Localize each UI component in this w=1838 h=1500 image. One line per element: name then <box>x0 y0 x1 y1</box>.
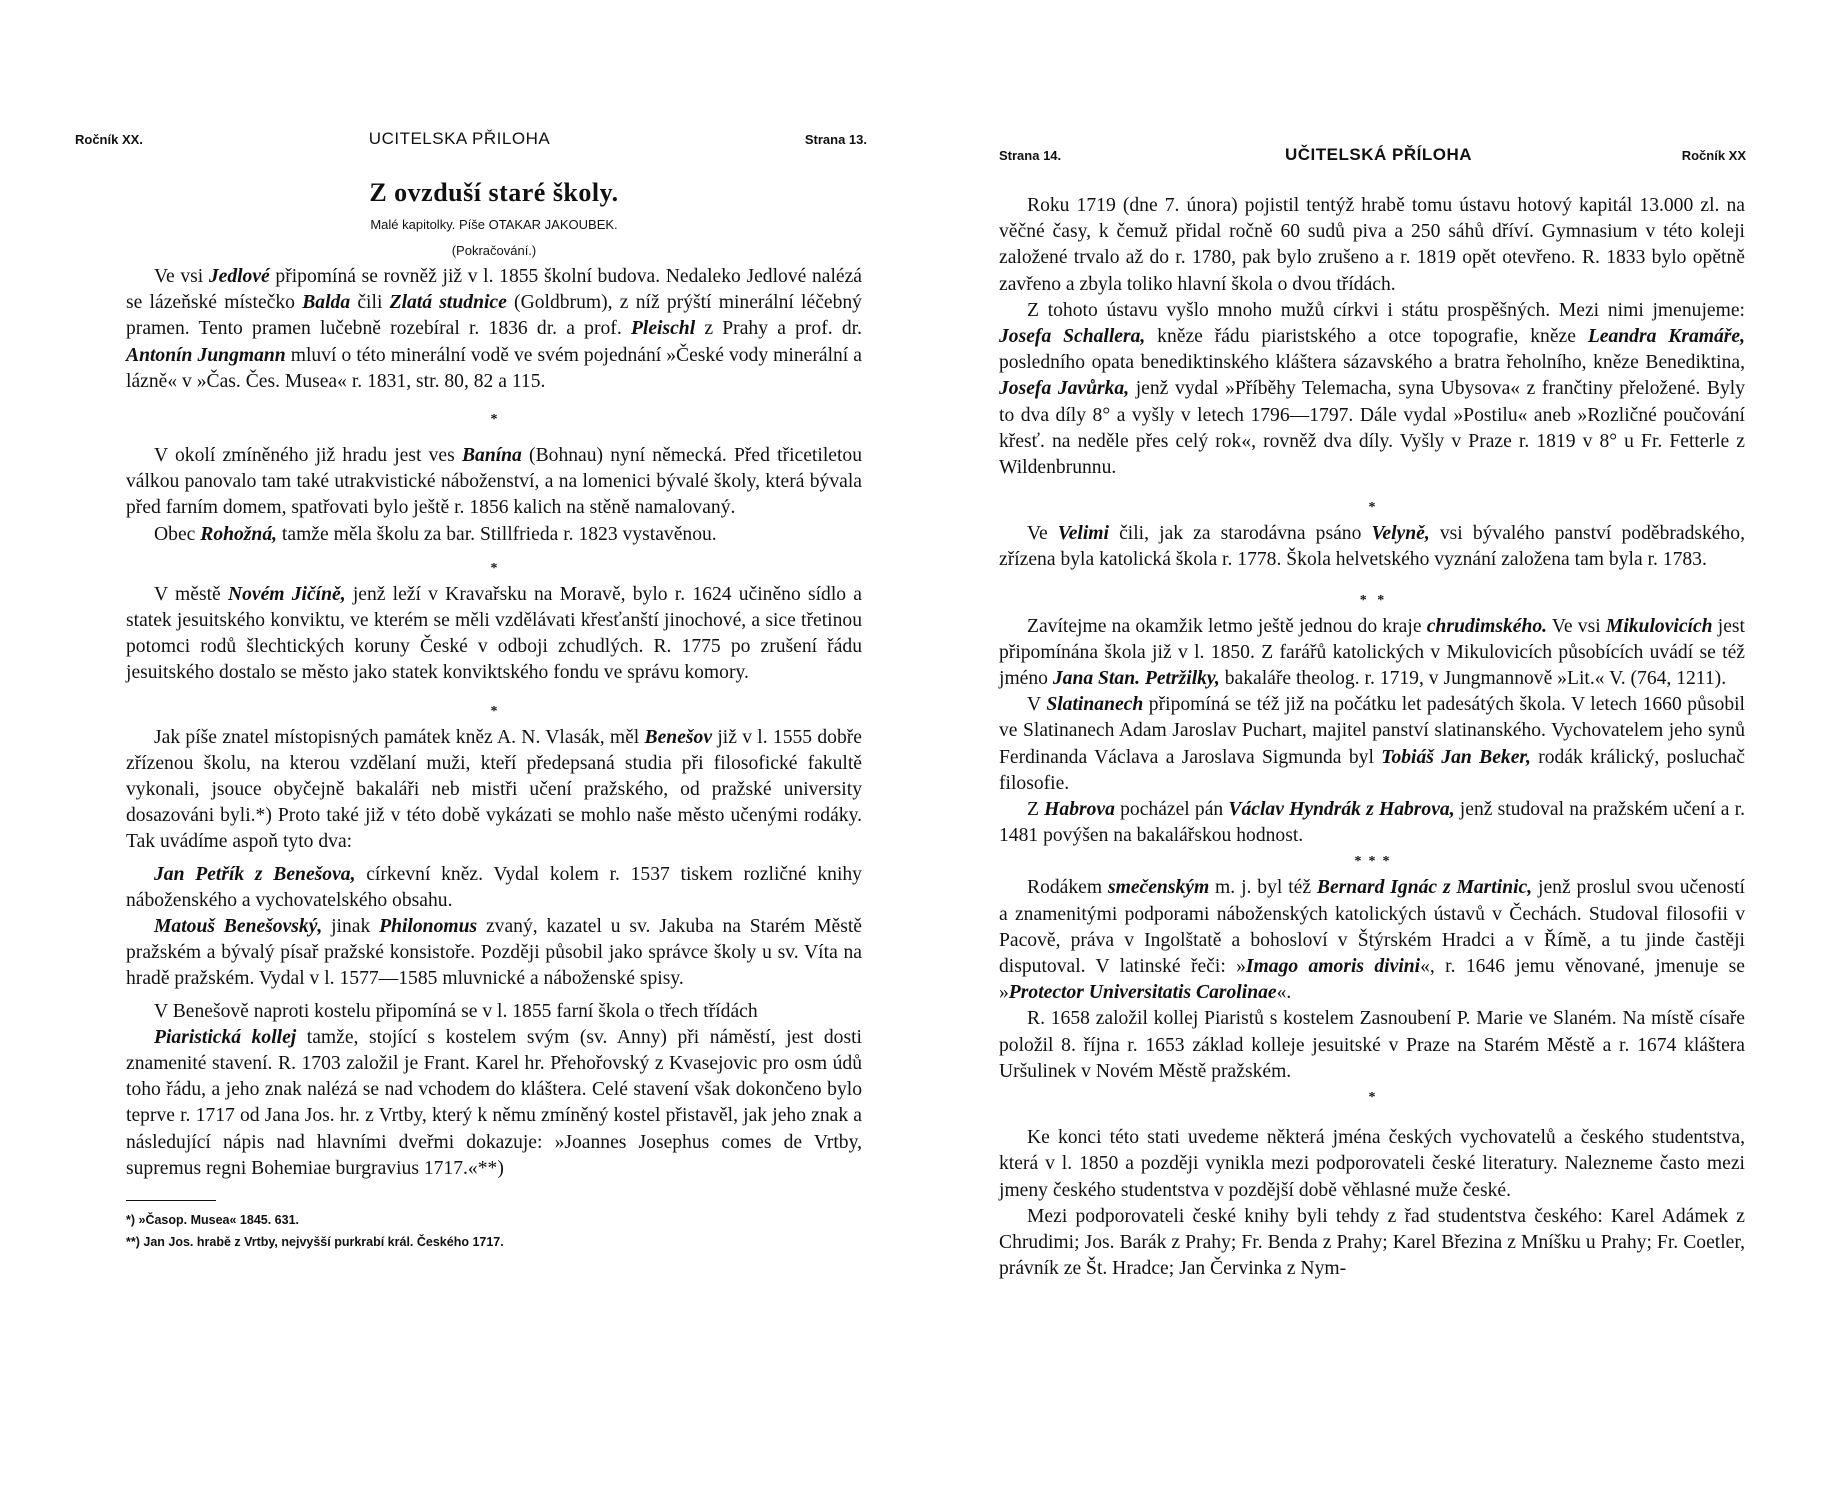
article-subtitle: Malé kapitolky. Píše OTAKAR JAKOUBEK. <box>370 217 618 232</box>
running-title: UČITELSKÁ PŘÍLOHA <box>1285 145 1472 164</box>
paragraph: Rodákem smečenským m. j. byl též Bernard Ignác z Martinic, jenž proslul svou učeností a znamenitými podporami náboženských katolických ústavů v Čechách. Studoval filosofii v Pacově, práva v Ingolštatě a bohosloví v Štýrském Hradci a v Římě, a tu jinde častěji disputoval. V latinské řeči: »Imago amoris divini«, r. 1646 jemu věnované, jmenuje se »Protector Universitatis Carolinae«. <box>999 877 1745 1004</box>
paragraph: Ve Velimi čili, jak za starodávna psáno Velyně, vsi bývalého panství poděbradského, zřízena byla katolická škola r. 1778. Škola helvetského vyznání založena tam byla r. 1783. <box>999 523 1745 571</box>
paragraph: Mezi podporovateli české knihy byli tehdy z řad studentstva českého: Karel Adámek z Chrudimi; Jos. Barák z Prahy; Fr. Benda z Prahy; Karel Březina z Mníšku u Prahy; Fr. Coetler, právník ze Št. Hradce; Jan Červinka z Nym- <box>999 1205 1745 1280</box>
paragraph: Jak píše znatel místopisných památek kněz A. N. Vlasák, měl Benešov již v l. 1555 dobře zřízenou školu, na kterou vzdělaní muži, kteří předepsaná studia při filosofické fakultě vykonali, jsouce obyčejně bakaláři neb mistři učení pražského, od pražské university dosazováni byli.*) Proto také již v této době vykázati se mohlo naše město učenými rodáky. Tak uvádíme aspoň tyto dva: <box>126 726 862 853</box>
section-separator: * <box>1368 1090 1376 1106</box>
paragraph: Jan Petřík z Benešova, církevní kněz. Vydal kolem r. 1537 tiskem rozličné knihy náboženského a vychovatelského obsahu. <box>126 863 862 911</box>
running-title: UCITELSKA PŘILOHA <box>368 129 551 148</box>
paragraph: R. 1658 založil kollej Piaristů s kostelem Zasnoubení P. Marie ve Slaném. Na místě císaře položil 8. října r. 1653 základ kolleje jesuitské v Praze na Starém Městě a r. 1674 kláštera Uršulinek v Novém Městě pražském. <box>999 1008 1745 1082</box>
right-page <box>919 0 1838 1500</box>
left-page-body <box>126 176 862 1253</box>
footnote-2: **) Jan Jos. hrabě z Vrtby, nejvyšší purkrabí král. Českého 1717. <box>126 1235 504 1250</box>
continuation-note: (Pokračování.) <box>451 243 537 258</box>
page-number: Strana 13. <box>804 132 867 147</box>
section-separator: * <box>490 703 498 719</box>
footnote-rule <box>126 1200 216 1201</box>
volume-label: Ročník XX <box>1681 148 1746 163</box>
page-number: Strana 14. <box>999 148 1062 163</box>
paragraph: V Slatinanech připomíná se též již na počátku let padesátých škola. V letech 1660 působil ve Slatinanech Adam Jaroslav Puchart, majitel panství slatinanského. Vychovatelem jeho synů Ferdinanda Václava a Jaroslava Sigmunda byl Tobiáš Jan Beker, rodák králický, posluchač filosofie. <box>999 694 1746 794</box>
volume-label: Ročník XX. <box>75 132 143 147</box>
paragraph: Ke konci této stati uvedeme některá jména českých vychovatelů a českého studentstva, která v l. 1850 a později vynikla mezi podporovateli české literatury. Nalezneme často mezi jmeny českého studentstva v pozdější době věhlasné muže české. <box>999 1127 1745 1201</box>
paragraph: V okolí zmíněného již hradu jest ves Banína (Bohnau) nyní německá. Před třicetiletou válkou panovalo tam také utrakvistické náboženství, a na lomenici bývalé školy, která bývala před farním domem, spatřovati bylo ještě r. 1856 kalich na stěně namalovaný. <box>126 445 862 519</box>
section-separator: * <box>490 560 498 576</box>
paragraph: Obec Rohožná, tamže měla školu za bar. Stillfrieda r. 1823 vystavěnou. <box>154 523 717 545</box>
paragraph: Z Habrova pocházel pán Václav Hyndrák z Habrova, jenž studoval na pražském učení a r. 1481 povýšen na bakalářskou hodnost. <box>999 799 1746 847</box>
paragraph: Piaristická kollej tamže, stojící s kostelem svým (sv. Anny) při náměstí, jest dosti znamenité stavení. R. 1703 založil je Frant. Karel hr. Přehořovský z Kvasejovic pro osm údů toho řádu, a jeho znak nalézá se nad vchodem do kláštera. Celé stavení však dokončeno bylo teprve r. 1717 od Jana Jos. hr. z Vrtby, který k němu zmíněný kostel přistavěl, jak jeho znak a následující nápis nad hlavními dveřmi dokazuje: »Joannes Josephus comes de Vrtby, supremus regni Bohemiae burgravius 1717.«**) <box>126 1026 862 1179</box>
paragraph: Roku 1719 (dne 7. února) pojistil tentýž hrabě tomu ústavu hotový kapitál 13.000 zl. na věčné časy, k čemuž přidal ročně 60 sudů piva a 250 sáhů dříví. Gymnasium v této koleji založené trvalo až do r. 1780, pak bylo zrušeno a r. 1819 opět otevřeno. R. 1833 bylo opětně zavřeno a zbyla toliko hlavní škola o dvou třídách. <box>999 195 1745 295</box>
section-separator: * <box>490 412 498 428</box>
paragraph: V Benešově naproti kostelu připomíná se v l. 1855 farní škola o třech třídách <box>154 1000 758 1022</box>
paragraph: V městě Novém Jičíně, jenž leží v Kravařsku na Moravě, bylo r. 1624 učiněno sídlo a statek jesuitského konviktu, ve kterém se měli vzdělávati křesťanští jinochové, a sice třetinou potomci rodů šlechtických koruny České v odboji zchudlých. R. 1775 po zrušení řádu jesuitského dostalo se město jako statek konviktského fondu ve správu komory. <box>126 583 863 684</box>
paragraph: Matouš Benešovský, jinak Philonomus zvaný, kazatel u sv. Jakuba na Starém Městě pražském a bývalý písař pražské konsistoře. Později působil jako správce školy u sv. Víta na hradě pražském. Vydal v l. 1577—1585 mluvnické a náboženské spisy. <box>126 916 862 990</box>
paragraph: Ve vsi Jedlové připomíná se rovněž již v l. 1855 školní budova. Nedaleko Jedlové nalézá se lázeňské místečko Balda čili Zlatá studnice (Goldbrum), z níž prýští minerální léčebný pramen. Tento pramen lučebně rozebíral r. 1836 dr. a prof. Pleischl z Prahy a prof. dr. Antonín Jungmann mluví o této minerální vodě ve svém pojednání »České vody minerální a lázně« v »Čas. Čes. Musea« r. 1831, str. 80, 82 a 115. <box>126 266 862 392</box>
section-separator: * <box>1368 500 1376 516</box>
section-separator: * * <box>1359 592 1385 608</box>
right-page-body <box>999 193 1745 1282</box>
article-title: Z ovzduší staré školy. <box>369 178 619 207</box>
paragraph: Z tohoto ústavu vyšlo mnoho mužů církvi i státu prospěšných. Mezi nimi jmenujeme: Josefa Schallera, kněze řádu piaristského a otce topografie, kněze Leandra Kramáře, posledního opata benediktinského kláštera sázavského a bratra řeholního, kněze Benediktina, Josefa Javůrka, jenž vydal »Příběhy Telemacha, syna Ubysova« z frančtiny přeložené. Byly to dva díly 8° a vyšly v letech 1796—1797. Dále vydal »Postilu« aneb »Rozličné poučování křesť. na neděle přes celý rok«, rovněž dva díly. Vyšly v Praze r. 1819 v 8° u Fr. Fetterle z Wildenbrunnu. <box>999 299 1746 479</box>
paragraph: Zavítejme na okamžik letmo ještě jednou do kraje chrudimského. Ve vsi Mikulovicích jest připomínána škola již v l. 1850. Z farářů katolických v Mikulovicích působících uvádí se též jméno Jana Stan. Petržilky, bakaláře theolog. r. 1719, v Jungmannově »Lit.« V. (764, 1211). <box>999 615 1746 690</box>
footnote-1: *) »Časop. Musea« 1845. 631. <box>126 1213 300 1228</box>
section-separator: * * * <box>1354 854 1390 870</box>
